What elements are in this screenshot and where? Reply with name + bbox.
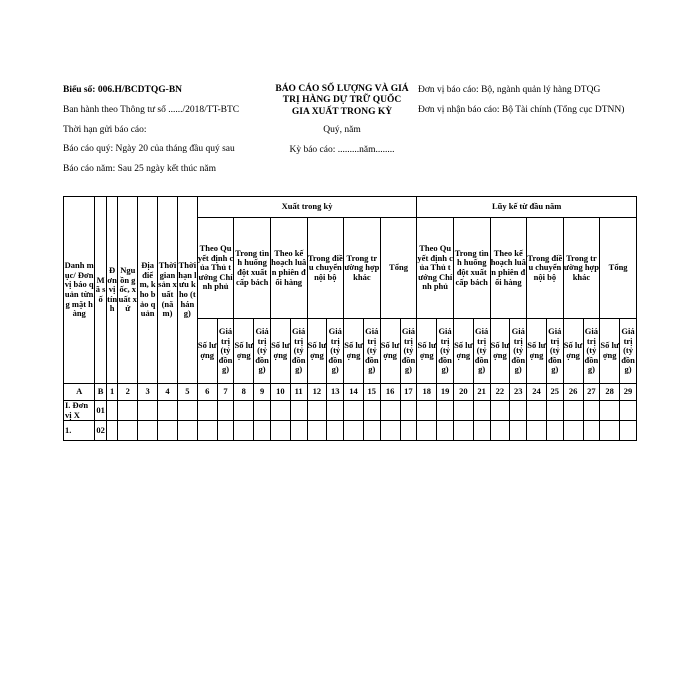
- data-cell[interactable]: [307, 401, 327, 421]
- report-period-type: Quý, năm: [323, 125, 361, 136]
- value-header: Giá trị (tỷ đồng): [437, 319, 454, 384]
- sub-urgent: Trong tình huống đột xuất cấp bách: [234, 218, 271, 319]
- data-cell[interactable]: [307, 421, 327, 441]
- data-cell[interactable]: [197, 401, 217, 421]
- row-name-cell: I. Đơn vị X: [64, 401, 95, 421]
- column-index-cell: 23: [510, 384, 527, 401]
- column-index-cell: 6: [197, 384, 217, 401]
- data-cell[interactable]: [270, 421, 290, 441]
- data-cell[interactable]: [527, 401, 547, 421]
- data-cell[interactable]: [473, 421, 490, 441]
- column-index-cell: 2: [118, 384, 138, 401]
- data-cell[interactable]: [106, 401, 117, 421]
- issued-text: Ban hành theo Thông tư số ....../2018/TT-BTC: [63, 104, 240, 115]
- column-index-cell: 19: [437, 384, 454, 401]
- header-right: [418, 84, 643, 124]
- data-cell[interactable]: [527, 421, 547, 441]
- column-index-cell: 16: [380, 384, 400, 401]
- deadline-title: Thời hạn gửi báo cáo:: [63, 124, 147, 135]
- value-header: Giá trị (tỷ đồng): [290, 319, 307, 384]
- column-index-cell: B: [95, 384, 106, 401]
- column-index-cell: 25: [546, 384, 563, 401]
- data-cell[interactable]: [546, 401, 563, 421]
- data-cell[interactable]: [158, 401, 178, 421]
- column-index-cell: 28: [600, 384, 620, 401]
- column-index-cell: 29: [620, 384, 637, 401]
- data-cell[interactable]: [510, 401, 527, 421]
- value-header: Giá trị (tỷ đồng): [583, 319, 600, 384]
- row-name-cell: 1.: [64, 421, 95, 441]
- value-header: Giá trị (tỷ đồng): [400, 319, 417, 384]
- quantity-header: Số lượng: [490, 319, 510, 384]
- data-cell[interactable]: [138, 421, 158, 441]
- deadline-year: Báo cáo năm: Sau 25 ngày kết thúc năm: [63, 164, 217, 175]
- column-index-cell: 18: [417, 384, 437, 401]
- data-cell[interactable]: [254, 401, 271, 421]
- data-cell[interactable]: [437, 401, 454, 421]
- data-cell[interactable]: [400, 401, 417, 421]
- data-cell[interactable]: [563, 401, 583, 421]
- data-cell[interactable]: [158, 421, 178, 441]
- sub-plan: Theo kế hoạch luân phiên đổi hàng: [270, 218, 307, 319]
- report-table: [63, 196, 637, 441]
- data-cell[interactable]: [177, 401, 197, 421]
- quantity-header: Số lượng: [234, 319, 254, 384]
- col-origin-header: Nguồn gốc, xuất xứ: [118, 197, 138, 384]
- data-cell[interactable]: [620, 401, 637, 421]
- column-index-cell: 15: [363, 384, 380, 401]
- data-cell[interactable]: [177, 421, 197, 441]
- sub-urgent: Trong tình huống đột xuất cấp bách: [453, 218, 490, 319]
- value-header: Giá trị (tỷ đồng): [217, 319, 234, 384]
- deadline-quarter: Báo cáo quý: Ngày 20 của tháng đầu quý sau: [63, 144, 235, 155]
- column-index-cell: 1: [106, 384, 117, 401]
- data-cell[interactable]: [453, 421, 473, 441]
- reporting-unit: Đơn vị báo cáo: Bộ, ngành quản lý hàng DTQG: [418, 85, 601, 95]
- quantity-header: Số lượng: [563, 319, 583, 384]
- data-cell[interactable]: [234, 401, 254, 421]
- table-row: [64, 421, 637, 441]
- column-index-cell: 13: [327, 384, 344, 401]
- sub-pm-decision: Theo Quyết định của Thủ tướng Chính phủ: [197, 218, 234, 319]
- col-production-time-header: Thời gian sản xuất (năm): [158, 197, 178, 384]
- column-index-cell: 10: [270, 384, 290, 401]
- group-cumulative-header: Lũy kế từ đầu năm: [417, 197, 637, 218]
- data-cell[interactable]: [217, 401, 234, 421]
- data-cell[interactable]: [380, 401, 400, 421]
- col-location-header: Địa điểm, kho bảo quản: [138, 197, 158, 384]
- row-code-cell: 01: [95, 401, 106, 421]
- sub-total: Tổng: [380, 218, 417, 319]
- column-index-cell: 21: [473, 384, 490, 401]
- column-index-cell: 8: [234, 384, 254, 401]
- column-index-cell: 24: [527, 384, 547, 401]
- data-cell[interactable]: [417, 401, 437, 421]
- sub-pm-decision: Theo Quyết định của Thủ tướng Chính phủ: [417, 218, 454, 319]
- quantity-header: Số lượng: [344, 319, 364, 384]
- data-cell[interactable]: [473, 401, 490, 421]
- column-index-cell: 27: [583, 384, 600, 401]
- data-cell[interactable]: [380, 421, 400, 441]
- value-header: Giá trị (tỷ đồng): [254, 319, 271, 384]
- report-title: BÁO CÁO SỐ LƯỢNG VÀ GIÁ TRỊ HÀNG DỰ TRỮ QUỐC GIA XUẤT TRONG KỲ: [275, 84, 409, 117]
- data-cell[interactable]: [118, 421, 138, 441]
- col-item-header: Danh mục/ Đơn vị báo quản từng mặt hàng: [64, 197, 95, 384]
- data-cell[interactable]: [563, 421, 583, 441]
- data-cell[interactable]: [327, 421, 344, 441]
- form-code: Biểu số: 006.H/BCDTQG-BN: [63, 85, 183, 95]
- data-cell[interactable]: [600, 421, 620, 441]
- data-cell[interactable]: [363, 401, 380, 421]
- sub-internal: Trong điều chuyển nội bộ: [527, 218, 564, 319]
- data-cell[interactable]: [254, 421, 271, 441]
- group-export-header: Xuất trong kỳ: [197, 197, 417, 218]
- header-center: [274, 84, 410, 164]
- quantity-header: Số lượng: [380, 319, 400, 384]
- column-index-cell: A: [64, 384, 95, 401]
- data-cell[interactable]: [234, 421, 254, 441]
- quantity-header: Số lượng: [600, 319, 620, 384]
- quantity-header: Số lượng: [417, 319, 437, 384]
- value-header: Giá trị (tỷ đồng): [327, 319, 344, 384]
- col-unit-header: Đơn vị tính: [106, 197, 117, 384]
- value-header: Giá trị (tỷ đồng): [546, 319, 563, 384]
- data-cell[interactable]: [546, 421, 563, 441]
- header-left: [63, 84, 263, 183]
- column-index-cell: 12: [307, 384, 327, 401]
- quantity-header: Số lượng: [453, 319, 473, 384]
- column-index-cell: 20: [453, 384, 473, 401]
- quantity-header: Số lượng: [307, 319, 327, 384]
- data-cell[interactable]: [490, 401, 510, 421]
- data-cell[interactable]: [363, 421, 380, 441]
- column-index-cell: 5: [177, 384, 197, 401]
- data-cell[interactable]: [417, 421, 437, 441]
- column-index-cell: 3: [138, 384, 158, 401]
- data-cell[interactable]: [437, 421, 454, 441]
- sub-internal: Trong điều chuyển nội bộ: [307, 218, 344, 319]
- column-index-row: [64, 384, 637, 401]
- data-cell[interactable]: [290, 421, 307, 441]
- column-index-cell: 11: [290, 384, 307, 401]
- column-index-cell: 9: [254, 384, 271, 401]
- data-cell[interactable]: [453, 401, 473, 421]
- data-cell[interactable]: [270, 401, 290, 421]
- data-cell[interactable]: [583, 401, 600, 421]
- data-cell[interactable]: [290, 401, 307, 421]
- value-header: Giá trị (tỷ đồng): [510, 319, 527, 384]
- data-cell[interactable]: [600, 401, 620, 421]
- data-cell[interactable]: [327, 401, 344, 421]
- data-cell[interactable]: [583, 421, 600, 441]
- data-cell[interactable]: [344, 421, 364, 441]
- data-cell[interactable]: [217, 421, 234, 441]
- quantity-header: Số lượng: [197, 319, 217, 384]
- table-row: [64, 401, 637, 421]
- value-header: Giá trị (tỷ đồng): [473, 319, 490, 384]
- row-code-cell: 02: [95, 421, 106, 441]
- data-cell[interactable]: [620, 421, 637, 441]
- report-period: Kỳ báo cáo: .........năm........: [289, 144, 395, 155]
- value-header: Giá trị (tỷ đồng): [620, 319, 637, 384]
- data-cell[interactable]: [400, 421, 417, 441]
- column-index-cell: 7: [217, 384, 234, 401]
- value-header: Giá trị (tỷ đồng): [363, 319, 380, 384]
- sub-other: Trong trường hợp khác: [344, 218, 381, 319]
- sub-other: Trong trường hợp khác: [563, 218, 600, 319]
- data-cell[interactable]: [106, 421, 117, 441]
- quantity-header: Số lượng: [270, 319, 290, 384]
- column-index-cell: 26: [563, 384, 583, 401]
- data-cell[interactable]: [344, 401, 364, 421]
- sub-plan: Theo kế hoạch luân phiên đổi hàng: [490, 218, 527, 319]
- column-index-cell: 14: [344, 384, 364, 401]
- receiving-unit: Đơn vị nhận báo cáo: Bộ Tài chính (Tổng cục DTNN): [418, 104, 625, 115]
- sub-total: Tổng: [600, 218, 637, 319]
- data-cell[interactable]: [118, 401, 138, 421]
- data-cell[interactable]: [197, 421, 217, 441]
- column-index-cell: 17: [400, 384, 417, 401]
- col-code-header: Mã số: [95, 197, 106, 384]
- data-cell[interactable]: [510, 421, 527, 441]
- col-storage-time-header: Thời hạn lưu kho (tháng): [177, 197, 197, 384]
- column-index-cell: 22: [490, 384, 510, 401]
- quantity-header: Số lượng: [527, 319, 547, 384]
- data-cell[interactable]: [490, 421, 510, 441]
- column-index-cell: 4: [158, 384, 178, 401]
- data-cell[interactable]: [138, 401, 158, 421]
